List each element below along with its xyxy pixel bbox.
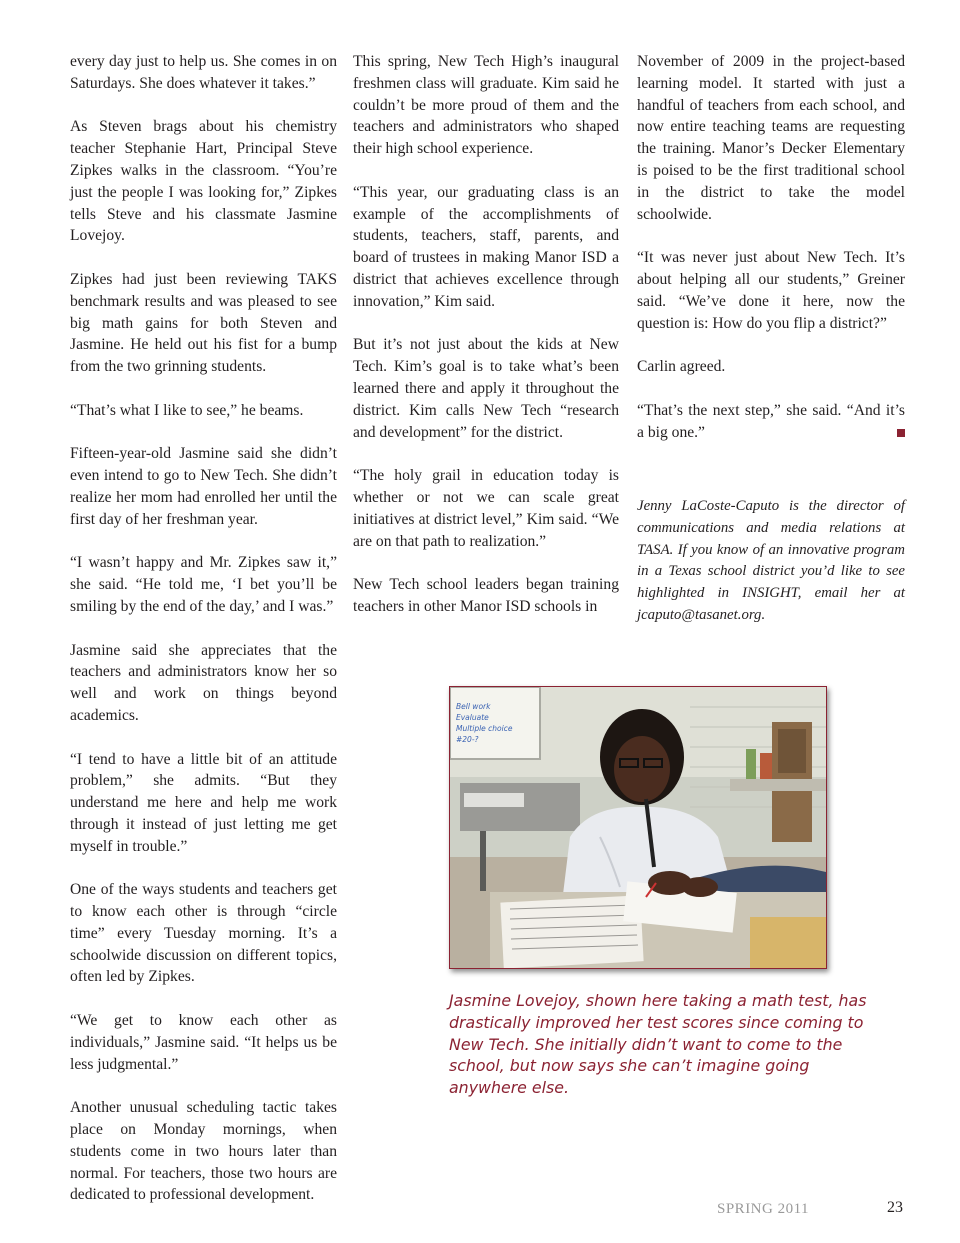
paragraph: “The holy grail in education today is whether or not we can scale great initiatives at district level,” Kim said. “We are on that path to realization.” <box>353 467 619 550</box>
paragraph: November of 2009 in the project-based learning model. It started with just a handful of teachers from each school, and now entire teaching teams are requesting the training. Manor’s Decker Elementary is poised to be the first traditional school in the district to take the model schoolwide. <box>637 53 905 223</box>
paragraph: As Steven brags about his chemistry teacher Stephanie Hart, Principal Steve Zipkes walks in the classroom. “You’re just the people I was looking for,” Zipkes tells Steve and his classmate Jasmine Lovejoy. <box>70 118 337 245</box>
article-column-3 <box>637 51 905 465</box>
paragraph: Jasmine said she appreciates that the teachers and administrators know her so well and work on things beyond academics. <box>70 641 337 724</box>
paragraph: This spring, New Tech High’s inaugural freshmen class will graduate. Kim said he couldn’t be more proud of them and the teachers and administrators who shaped their high school experience. <box>353 53 619 158</box>
article-column-1 <box>70 51 337 1228</box>
paragraph: “It was never just about New Tech. It’s about helping all our students,” Greiner said. “We’ve done it here, now the question is: How do you flip a district?” <box>637 249 905 332</box>
whiteboard-text: Multiple choice <box>456 724 513 733</box>
paragraph: Fifteen-year-old Jasmine said she didn’t even intend to go to New Tech. She didn’t realize her mom had enrolled her until the first day of her freshman year. <box>70 445 337 528</box>
paragraph: “That’s what I like to see,” he beams. <box>70 401 304 419</box>
whiteboard-text: Bell work <box>456 702 491 711</box>
whiteboard-text: Evaluate <box>456 713 489 722</box>
paragraph: Another unusual scheduling tactic takes place on Monday mornings, when students come in two hours later than normal. For teachers, those two hours are dedicated to professional development. <box>70 1099 337 1204</box>
paragraph: “I tend to have a little bit of an attitude problem,” she admits. “But they understand me here and help me work through it instead of just letting me get myself in trouble.” <box>70 750 337 855</box>
page-number: 23 <box>887 1199 903 1216</box>
article-photo <box>449 686 827 969</box>
paragraph: One of the ways students and teachers get to know each other is through “circle time” every Tuesday morning. It’s a schoolwide discussion on different topics, often led by Zipkes. <box>70 881 337 986</box>
whiteboard-text: #20-? <box>456 735 479 744</box>
photo-caption: Jasmine Lovejoy, shown here taking a math test, has drastically improved her test scores since coming to New Tech. She initially didn’t want to come to the school, but now says she can’t imagine going anywhere else. <box>449 991 867 1098</box>
paragraph-final <box>637 400 905 444</box>
paragraph: New Tech school leaders began training teachers in other Manor ISD schools in <box>353 576 619 615</box>
paragraph: “I wasn’t happy and Mr. Zipkes saw it,” she said. “He told me, ‘I bet you’ll be smiling by the end of the day,’ and I was.” <box>70 554 337 615</box>
paragraph: Zipkes had just been reviewing TAKS benchmark results and was pleased to see big math gains for both Steven and Jasmine. He held out his fist for a bump from the two grinning students. <box>70 270 337 376</box>
author-bio: Jenny LaCoste-Caputo is the director of communications and media relations at TASA. If you know of an innovative program in a Texas school district you’d like to see highlighted in INSIGHT, email her at jcaputo@tasanet.org. <box>637 498 905 623</box>
paragraph: every day just to help us. She comes in on Saturdays. She does whatever it takes.” <box>70 53 337 92</box>
article-column-2 <box>353 51 619 640</box>
end-of-article-mark-icon <box>897 429 905 437</box>
classroom-photo-illustration <box>450 687 826 968</box>
paragraph: “This year, our graduating class is an example of the accomplishments of students, teachers, staff, parents, and board of trustees in making Manor ISD a district that achieves excellence through innovation,” Kim said. <box>353 183 619 310</box>
paragraph: Carlin agreed. <box>637 358 726 376</box>
paragraph: “We get to know each other as individuals,” Jasmine said. “It helps us be less judgmental.” <box>70 1012 337 1073</box>
paragraph: But it’s not just about the kids at New Tech. Kim’s goal is to take what’s been learned there and apply it throughout the district. Kim calls New Tech “research and development” for the district. <box>353 336 619 441</box>
paragraph-final-text: “That’s the next step,” she said. “And it’s a big one.” <box>637 401 905 441</box>
issue-label: SPRING 2011 <box>717 1201 810 1217</box>
